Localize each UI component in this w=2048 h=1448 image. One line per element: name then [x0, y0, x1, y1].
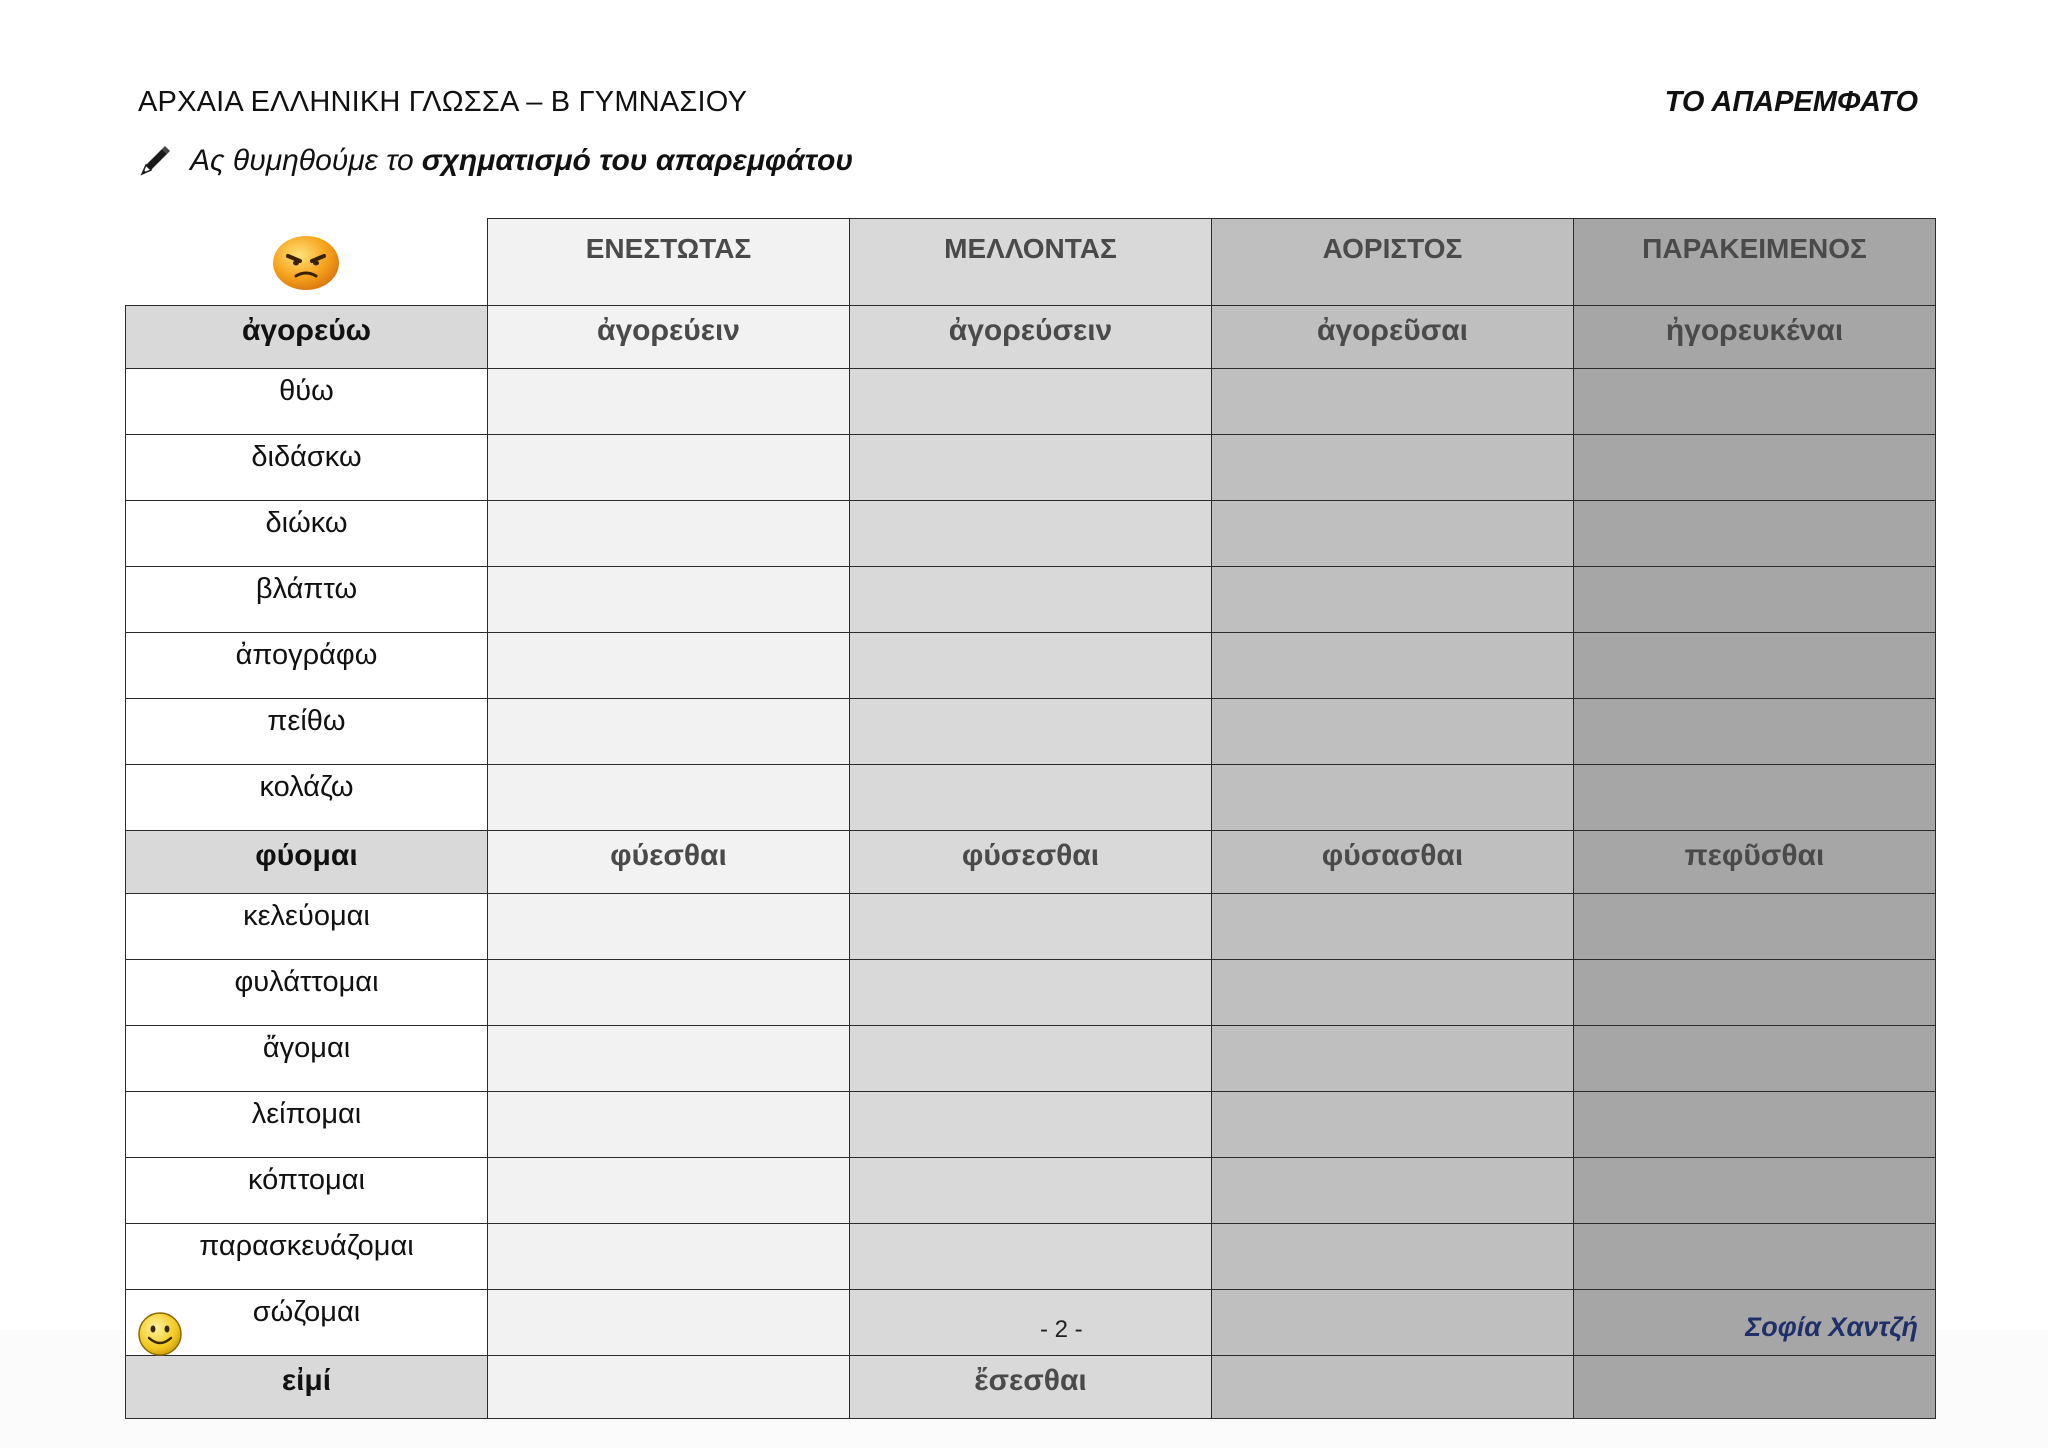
author-name: Σοφία Χαντζή — [1745, 1312, 1918, 1342]
infinitive-aorist-cell[interactable] — [1212, 765, 1574, 831]
infinitive-future-cell: ἀγορεύσειν — [850, 306, 1212, 369]
infinitive-future-cell[interactable] — [850, 1026, 1212, 1092]
verb-cell: λείπομαι — [126, 1092, 488, 1158]
infinitive-present-cell[interactable] — [488, 1092, 850, 1158]
table-row — [126, 831, 1936, 894]
table-header-row — [126, 219, 1936, 306]
infinitive-aorist-cell[interactable] — [1212, 1026, 1574, 1092]
smiley-icon — [136, 1310, 184, 1358]
table-row — [126, 1092, 1936, 1158]
verb-cell: κόπτομαι — [126, 1158, 488, 1224]
infinitive-present-cell[interactable] — [488, 1026, 850, 1092]
header-aorist: ΑΟΡΙΣΤΟΣ — [1212, 219, 1574, 306]
table-row — [126, 699, 1936, 765]
infinitive-aorist-cell[interactable] — [1212, 960, 1574, 1026]
infinitive-future-cell[interactable] — [850, 1224, 1212, 1290]
infinitive-aorist-cell: ἀγορεῦσαι — [1212, 306, 1574, 369]
infinitive-present-cell[interactable] — [488, 960, 850, 1026]
infinitive-perfect-cell[interactable] — [1574, 699, 1936, 765]
verb-cell: ἀγορεύω — [126, 306, 488, 369]
infinitive-present-cell: ἀγορεύειν — [488, 306, 850, 369]
verb-cell: σώζομαι — [126, 1290, 488, 1356]
instruction-line — [138, 144, 853, 178]
infinitive-perfect-cell: πεφῦσθαι — [1574, 831, 1936, 894]
infinitive-table — [125, 218, 1936, 1419]
document-header-subject: ΑΡΧΑΙΑ ΕΛΛΗΝΙΚΗ ΓΛΩΣΣΑ – Β ΓΥΜΝΑΣΙΟΥ — [138, 86, 748, 118]
angry-face-icon — [270, 232, 342, 292]
infinitive-perfect-cell[interactable] — [1574, 633, 1936, 699]
infinitive-aorist-cell[interactable] — [1212, 1290, 1574, 1356]
infinitive-perfect-cell[interactable] — [1574, 765, 1936, 831]
infinitive-perfect-cell[interactable] — [1574, 1158, 1936, 1224]
infinitive-present-cell[interactable] — [488, 1224, 850, 1290]
infinitive-perfect-cell: ἠγορευκέναι — [1574, 306, 1936, 369]
verb-cell: διώκω — [126, 501, 488, 567]
infinitive-present-cell[interactable] — [488, 894, 850, 960]
infinitive-perfect-cell[interactable] — [1574, 894, 1936, 960]
verb-cell: διδάσκω — [126, 435, 488, 501]
infinitive-future-cell[interactable] — [850, 894, 1212, 960]
infinitive-present-cell[interactable] — [488, 369, 850, 435]
instruction-emphasis: σχηματισμό του απαρεμφάτου — [421, 144, 854, 177]
infinitive-aorist-cell[interactable] — [1212, 501, 1574, 567]
table-row — [126, 1356, 1936, 1419]
infinitive-aorist-cell: φύσασθαι — [1212, 831, 1574, 894]
infinitive-future-cell[interactable] — [850, 1290, 1212, 1356]
infinitive-future-cell[interactable] — [850, 1158, 1212, 1224]
infinitive-perfect-cell[interactable] — [1574, 1224, 1936, 1290]
verb-cell: κολάζω — [126, 765, 488, 831]
infinitive-perfect-cell[interactable] — [1574, 435, 1936, 501]
infinitive-present-cell[interactable] — [488, 765, 850, 831]
infinitive-future-cell[interactable] — [850, 369, 1212, 435]
table-row — [126, 894, 1936, 960]
infinitive-aorist-cell[interactable] — [1212, 1158, 1574, 1224]
table-row — [126, 960, 1936, 1026]
verb-cell: κελεύομαι — [126, 894, 488, 960]
verb-cell: φυλάττομαι — [126, 960, 488, 1026]
infinitive-future-cell[interactable] — [850, 765, 1212, 831]
infinitive-perfect-cell[interactable] — [1574, 1026, 1936, 1092]
infinitive-aorist-cell[interactable] — [1212, 567, 1574, 633]
infinitive-future-cell[interactable] — [850, 960, 1212, 1026]
infinitive-future-cell[interactable] — [850, 699, 1212, 765]
verb-cell: θύω — [126, 369, 488, 435]
infinitive-perfect-cell[interactable] — [1574, 960, 1936, 1026]
infinitive-perfect-cell[interactable] — [1574, 1092, 1936, 1158]
infinitive-aorist-cell[interactable] — [1212, 894, 1574, 960]
infinitive-future-cell[interactable] — [850, 633, 1212, 699]
header-perfect: ΠΑΡΑΚΕΙΜΕΝΟΣ — [1574, 219, 1936, 306]
infinitive-future-cell: φύσεσθαι — [850, 831, 1212, 894]
verb-cell: βλάπτω — [126, 567, 488, 633]
table-row — [126, 1158, 1936, 1224]
verb-cell: ἀπογράφω — [126, 633, 488, 699]
table-row — [126, 567, 1936, 633]
table-row — [126, 369, 1936, 435]
pencil-icon — [138, 144, 172, 178]
infinitive-aorist-cell[interactable] — [1212, 369, 1574, 435]
infinitive-future-cell[interactable] — [850, 567, 1212, 633]
infinitive-perfect-cell[interactable] — [1574, 567, 1936, 633]
header-present: ΕΝΕΣΤΩΤΑΣ — [488, 219, 850, 306]
table-row — [126, 765, 1936, 831]
verb-cell: πείθω — [126, 699, 488, 765]
table-row — [126, 435, 1936, 501]
infinitive-present-cell[interactable] — [488, 633, 850, 699]
infinitive-future-cell[interactable] — [850, 1092, 1212, 1158]
infinitive-aorist-cell[interactable] — [1212, 435, 1574, 501]
infinitive-perfect-cell[interactable] — [1574, 369, 1936, 435]
infinitive-aorist-cell[interactable] — [1212, 1356, 1574, 1419]
infinitive-present-cell[interactable] — [488, 1290, 850, 1356]
infinitive-future-cell: ἔσεσθαι — [850, 1356, 1212, 1419]
document-header-topic: ΤΟ ΑΠΑΡΕΜΦΑΤΟ — [1664, 86, 1918, 118]
infinitive-present-cell[interactable] — [488, 501, 850, 567]
table-row — [126, 1026, 1936, 1092]
verb-cell: εἰμί — [126, 1356, 488, 1419]
infinitive-future-cell[interactable] — [850, 435, 1212, 501]
infinitive-present-cell[interactable] — [488, 1158, 850, 1224]
verb-cell: παρασκευάζομαι — [126, 1224, 488, 1290]
infinitive-aorist-cell[interactable] — [1212, 1224, 1574, 1290]
infinitive-present-cell[interactable] — [488, 567, 850, 633]
table-row — [126, 633, 1936, 699]
infinitive-aorist-cell[interactable] — [1212, 699, 1574, 765]
verb-cell: ἄγομαι — [126, 1026, 488, 1092]
instruction-prefix: Ας θυμηθούμε το — [190, 144, 414, 177]
infinitive-aorist-cell[interactable] — [1212, 1092, 1574, 1158]
infinitive-perfect-cell[interactable] — [1574, 501, 1936, 567]
table-row — [126, 306, 1936, 369]
verb-cell: φύομαι — [126, 831, 488, 894]
corner-cell — [126, 219, 488, 306]
infinitive-present-cell[interactable] — [488, 435, 850, 501]
infinitive-present-cell: φύεσθαι — [488, 831, 850, 894]
header-future: ΜΕΛΛΟΝΤΑΣ — [850, 219, 1212, 306]
infinitive-present-cell[interactable] — [488, 1356, 850, 1419]
table-row — [126, 1290, 1936, 1356]
infinitive-perfect-cell[interactable] — [1574, 1356, 1936, 1419]
table-row — [126, 1224, 1936, 1290]
table-row — [126, 501, 1936, 567]
infinitive-aorist-cell[interactable] — [1212, 633, 1574, 699]
infinitive-present-cell[interactable] — [488, 699, 850, 765]
infinitive-future-cell[interactable] — [850, 501, 1212, 567]
page-number: - 2 - — [1040, 1316, 1083, 1343]
